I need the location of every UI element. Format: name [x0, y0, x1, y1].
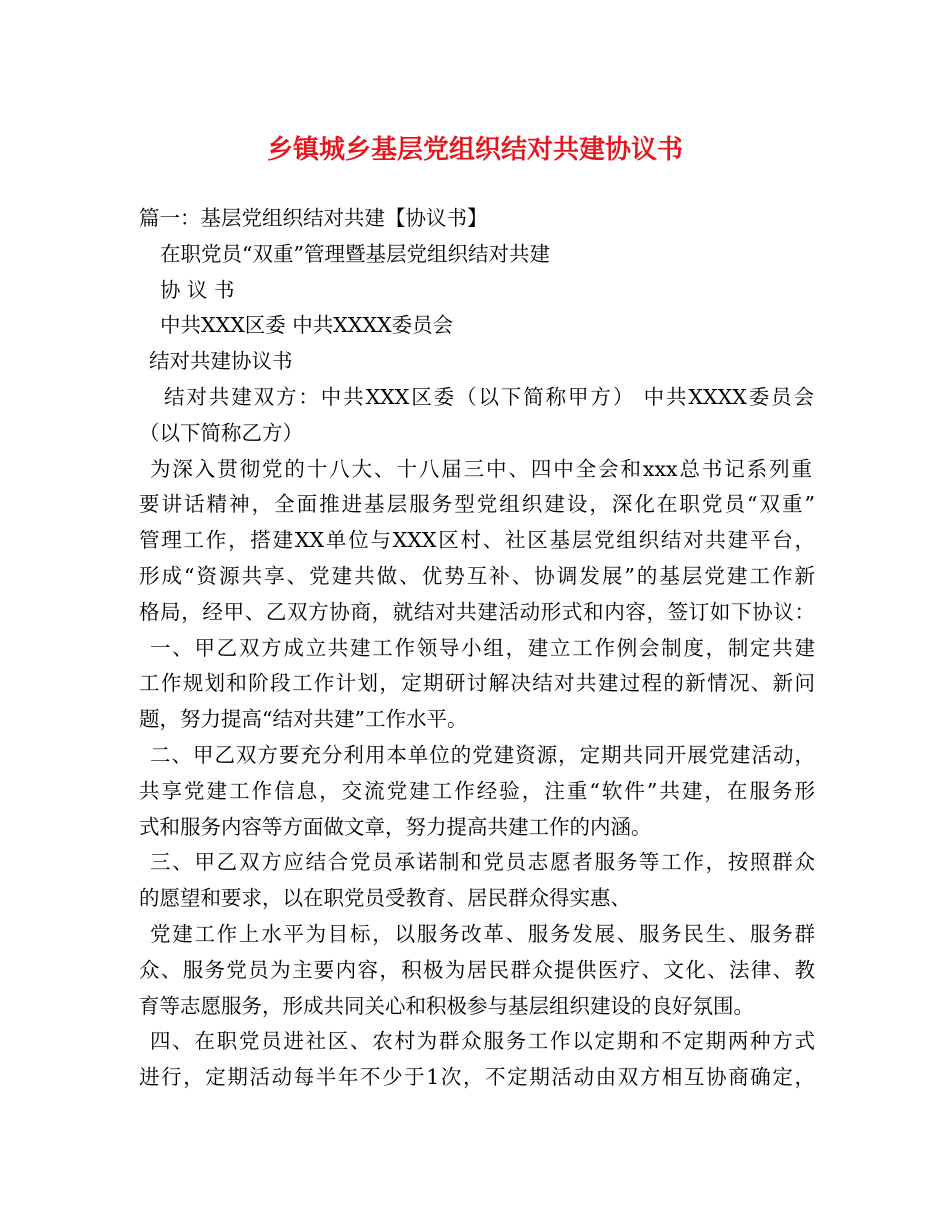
text-line: 党建工作上水平为目标，以服务改革、服务发展、服务民生、服务群: [150, 922, 815, 946]
text-line: 在职党员“双重”管理暨基层党组织结对共建: [160, 242, 550, 266]
text-line: 为深入贯彻党的十八大、十八届三中、四中全会和xxx总书记系列重: [150, 457, 812, 481]
text-line: 中共XXX区委 中共XXXX委员会: [160, 313, 454, 337]
text-line: 协 议 书: [160, 278, 235, 302]
text-line: 式和服务内容等方面做文章，努力提高共建工作的内涵。: [139, 815, 652, 839]
text-line: 三、甲乙双方应结合党员承诺制和党员志愿者服务等工作，按照群众: [150, 850, 815, 874]
text-line: 结对共建协议书: [149, 349, 293, 373]
text-line: 篇一：基层党组织结对共建【协议书】: [139, 206, 488, 230]
text-line: 四、在职党员进社区、农村为群众服务工作以定期和不定期两种方式: [150, 1029, 815, 1053]
text-line: 进行，定期活动每半年不少于1次，不定期活动由双方相互协商确定，: [139, 1065, 815, 1089]
text-line: 题，努力提高“结对共建”工作水平。: [139, 707, 468, 731]
text-line: 工作规划和阶段工作计划，定期研讨解决结对共建过程的新情况、新问: [139, 671, 815, 695]
text-line: 要讲话精神，全面推进基层服务型党组织建设，深化在职党员“双重”: [139, 492, 815, 516]
text-line: 结对共建双方：中共XXX区委（以下简称甲方） 中共XXXX委员会: [164, 385, 814, 409]
document-title: 乡镇城乡基层党组织结对共建协议书: [266, 135, 683, 165]
text-line: （以下简称乙方）: [139, 421, 303, 445]
text-line: 的愿望和要求，以在职党员受教育、居民群众得实惠、: [139, 886, 631, 910]
text-line: 形成“资源共享、党建共做、优势互补、协调发展”的基层党建工作新: [139, 564, 815, 588]
text-line: 格局，经甲、乙双方协商，就结对共建活动形式和内容，签订如下协议：: [139, 600, 815, 624]
text-line: 管理工作，搭建XX单位与XXX区村、社区基层党组织结对共建平台，: [139, 528, 815, 552]
text-line: 二、甲乙双方要充分利用本单位的党建资源，定期共同开展党建活动，: [150, 743, 815, 767]
text-line: 育等志愿服务，形成共同关心和积极参与基层组织建设的良好氛围。: [139, 994, 754, 1018]
text-line: 共享党建工作信息，交流党建工作经验，注重“软件”共建，在服务形: [139, 779, 815, 803]
text-line: 一、甲乙双方成立共建工作领导小组，建立工作例会制度，制定共建: [150, 636, 815, 660]
text-line: 众、服务党员为主要内容，积极为居民群众提供医疗、文化、法律、教: [139, 958, 815, 982]
